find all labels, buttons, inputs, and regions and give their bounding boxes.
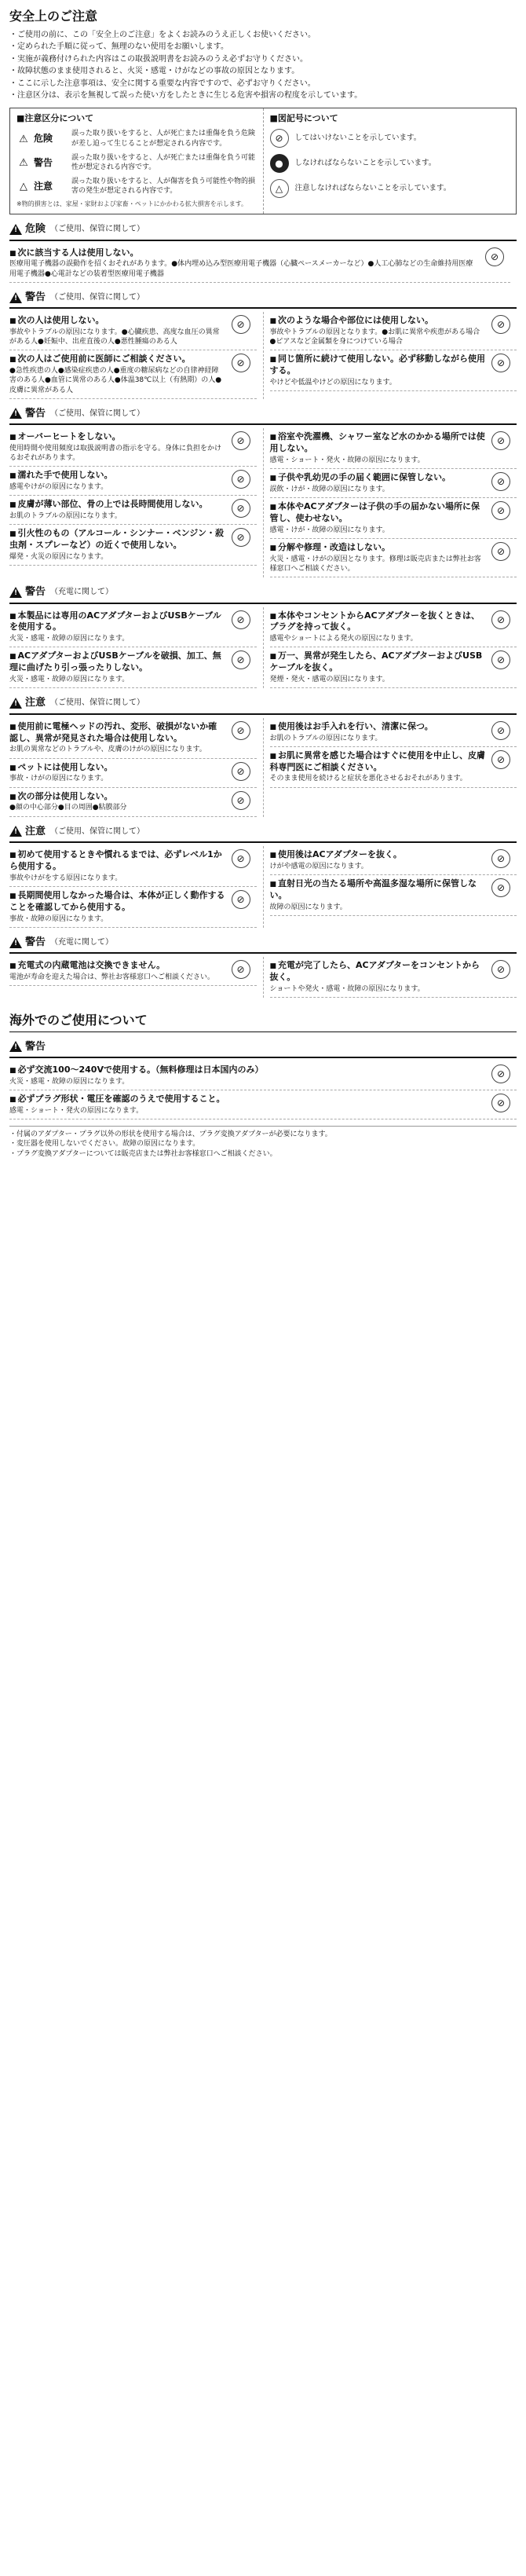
safety-page xyxy=(0,0,526,1159)
item-title: ■ 引火性のもの（アルコール・シンナー・ベンジン・殺虫剤・スプレーなど）の近くで使用しない。 xyxy=(9,528,225,551)
section-rule xyxy=(9,713,517,715)
item-detail: お肌のトラブルの原因になります。 xyxy=(9,512,122,521)
symbol-row xyxy=(270,129,510,148)
prohibition-icon xyxy=(225,528,257,547)
prohibition-icon xyxy=(225,849,257,868)
legend-levels-heading: ■注意区分について xyxy=(16,112,94,123)
legend-row xyxy=(16,177,257,196)
overseas-title: 海外でのご使用について xyxy=(9,1012,517,1032)
prohibition-icon xyxy=(485,960,517,979)
prohibition-mark-icon: ⊘ xyxy=(491,315,510,334)
section-col-left xyxy=(9,428,263,577)
section-col-right xyxy=(263,957,517,998)
item-detail: 事故・けがの原因になります。 xyxy=(9,775,108,783)
section-col-right xyxy=(263,846,517,928)
intro-item: ・ 実施が義務付けられた内容はこの取扱説明書をお読みのうえ必ずお守りください。 xyxy=(9,54,517,65)
section-heading xyxy=(9,696,517,710)
symbol-desc: してはいけないことを示しています。 xyxy=(294,134,422,143)
prohibition-icon xyxy=(485,354,517,372)
item-text xyxy=(9,470,225,492)
prohibition-icon xyxy=(225,354,257,372)
intro-item: ・ ここに示した注意事項は、安全に関する重要な内容ですので、必ずお守りください。 xyxy=(9,79,517,90)
safety-item xyxy=(9,467,257,496)
section-heading xyxy=(9,936,517,950)
footnote: ・ 付属のアダプター・プラグ以外の形状を使用する場合は、プラグ変換アダプターが必要になります。 xyxy=(9,1130,517,1139)
section-columns xyxy=(9,957,517,998)
item-title: ■ ACアダプターおよびUSBケーブルを破損、加工、無理に曲げたり引っ張ったりしない。 xyxy=(9,650,225,674)
safety-item xyxy=(9,957,257,986)
overseas-rule xyxy=(9,1057,517,1058)
page-title: 安全上のご注意 xyxy=(9,9,98,24)
safety-item xyxy=(9,846,257,887)
item-detail: そのまま使用を続けると症状を悪化させるおそれがあります。 xyxy=(269,775,467,783)
section-col-right xyxy=(263,428,517,577)
prohibition-icon xyxy=(225,431,257,450)
item-title: ■ 使用前に電極ヘッドの汚れ、変形、破損がないか確認し、異常が発見された場合は使用しない。 xyxy=(9,721,225,745)
prohibition-mark-icon: ⊘ xyxy=(232,890,250,909)
item-detail: 発煙・発火・感電の原因になります。 xyxy=(269,676,389,684)
section-heading xyxy=(9,291,517,305)
section-level: 危険 xyxy=(25,223,46,236)
prohibition-mark-icon: ⊘ xyxy=(491,354,510,372)
prohibition-mark-icon: ⊘ xyxy=(232,354,250,372)
item-title: ■ 本体やコンセントからACアダプターを抜くときは、プラグを持って抜く。 xyxy=(270,610,486,634)
prohibition-mark-icon: ⊘ xyxy=(232,849,250,868)
item-detail: 感電・ショート・発火・故障の原因になります。 xyxy=(269,456,425,464)
item-text xyxy=(9,721,225,755)
prohibition-icon xyxy=(485,501,517,520)
item-title: ■ 次のような場合や部位には使用しない。 xyxy=(270,315,486,327)
item-title: ■ 分解や修理・改造はしない。 xyxy=(270,542,486,554)
prohibition-icon xyxy=(225,470,257,489)
section-heading xyxy=(9,585,517,599)
symbol-icon: ⊘ xyxy=(270,129,289,148)
item-detail: 故障の原因になります。 xyxy=(269,903,347,911)
overseas-footnotes xyxy=(9,1126,517,1158)
safety-item xyxy=(270,312,517,350)
prohibition-icon xyxy=(485,431,517,450)
overseas-heading xyxy=(9,1040,517,1054)
prohibition-mark-icon: ⊘ xyxy=(232,470,250,489)
item-title: ■ 使用後はお手入れを行い、清潔に保つ。 xyxy=(270,721,486,733)
item-text xyxy=(9,1094,485,1116)
item-text xyxy=(9,247,479,279)
item-text xyxy=(9,499,225,521)
section-col-left xyxy=(9,718,263,817)
symbol-icon: ● xyxy=(270,154,289,173)
prohibition-icon xyxy=(485,1094,517,1112)
legend-term: 注意 xyxy=(34,181,53,192)
warning-triangle-icon xyxy=(9,292,22,303)
safety-item xyxy=(270,498,517,539)
legend-row xyxy=(16,129,257,148)
item-title: ■ 子供や乳幼児の手の届く範囲に保管しない。 xyxy=(270,472,486,484)
item-title: ■ 次の人は使用しない。 xyxy=(9,315,225,327)
item-text xyxy=(9,762,225,784)
item-detail: お肌のトラブルの原因になります。 xyxy=(269,734,382,742)
prohibition-mark-icon: ⊘ xyxy=(491,650,510,669)
item-title: ■ お肌に異常を感じた場合はすぐに使用を中止し、皮膚科専門医にご相談ください。 xyxy=(270,750,486,774)
item-text xyxy=(270,650,486,684)
warning-icon: ⚠ xyxy=(19,156,28,169)
warning-triangle-icon xyxy=(9,587,22,598)
intro-list xyxy=(9,30,517,101)
prohibition-icon xyxy=(485,1064,517,1083)
section-level: 警告 xyxy=(25,936,46,948)
section-columns xyxy=(9,607,517,689)
footnote: ・ 変圧器を使用しないでください。故障の原因になります。 xyxy=(9,1139,517,1149)
item-text xyxy=(270,472,486,494)
section-columns xyxy=(9,428,517,577)
safety-item xyxy=(9,350,257,398)
item-title: ■ 充電が完了したら、ACアダプターをコンセントから抜く。 xyxy=(270,960,486,984)
item-text xyxy=(270,878,486,912)
item-title: ■ 同じ箇所に続けて使用しない。必ず移動しながら使用する。 xyxy=(270,354,486,377)
prohibition-mark-icon: ⊘ xyxy=(491,878,510,897)
safety-item xyxy=(9,312,257,350)
prohibition-icon xyxy=(225,650,257,669)
item-detail: 火災・感電・故障の原因になります。 xyxy=(9,1078,130,1086)
safety-item xyxy=(270,747,517,788)
item-text xyxy=(9,791,225,813)
section-sub: （ご使用、保管に関して） xyxy=(50,225,145,234)
prohibition-mark-icon: ⊘ xyxy=(232,791,250,810)
safety-item xyxy=(9,759,257,788)
item-text xyxy=(9,650,225,684)
prohibition-icon xyxy=(485,721,517,740)
section-col-left xyxy=(9,846,263,928)
legend-term: 危険 xyxy=(34,133,53,145)
warning-triangle-icon xyxy=(9,224,22,235)
warning-triangle-icon xyxy=(9,937,22,948)
item-title: ■ 次の人はご使用前に医師にご相談ください。 xyxy=(9,354,225,365)
safety-item xyxy=(9,244,510,283)
symbol-icon: △ xyxy=(270,179,289,198)
warning-triangle-icon xyxy=(9,698,22,709)
intro-item: ・ 注意区分は、表示を無視して誤った使い方をしたときに生じる危害や損害の程度を示しています。 xyxy=(9,90,517,101)
intro-item: ・ ご使用の前に、この「安全上のご注意」をよくお読みのうえ正しくお使いください。 xyxy=(9,30,517,41)
legend-row xyxy=(16,153,257,172)
prohibition-mark-icon: ⊘ xyxy=(491,721,510,740)
item-detail: 爆発・火災の原因になります。 xyxy=(9,553,108,562)
item-text xyxy=(270,501,486,535)
item-text xyxy=(9,1064,485,1086)
warning-icon: △ xyxy=(20,181,27,193)
symbol-desc: 注意しなければならないことを示しています。 xyxy=(294,184,451,193)
item-text xyxy=(9,960,225,982)
prohibition-mark-icon: ⊘ xyxy=(491,431,510,450)
item-title: ■ 必ずプラグ形状・電圧を確認のうえで使用すること。 xyxy=(9,1094,485,1105)
item-title: ■ 必ず交流100～240Vで使用する。（無料修理は日本国内のみ） xyxy=(9,1064,485,1076)
safety-item xyxy=(9,788,257,817)
prohibition-mark-icon: ⊘ xyxy=(232,315,250,334)
legend-note: ※物的損害とは、家屋・家財および家畜・ペットにかかわる拡大損害を示します。 xyxy=(16,200,248,208)
item-title: ■ 次の部分は使用しない。 xyxy=(9,791,225,803)
item-title: ■ オーバーヒートをしない。 xyxy=(9,431,225,443)
legend-desc: 誤った取り扱いをすると、人が傷害を負う可能性や物的損害の発生が想定される内容です。 xyxy=(71,178,256,196)
item-detail: 事故やけがをする原因になります。 xyxy=(9,874,122,882)
warning-triangle-icon xyxy=(9,1041,22,1052)
section-sub: （ご使用、保管に関して） xyxy=(50,826,145,836)
section-rule xyxy=(9,307,517,309)
section-col-left xyxy=(9,957,263,998)
section-level: 注意 xyxy=(25,697,46,709)
section-sub: （充電に関して） xyxy=(50,937,114,947)
prohibition-mark-icon: ⊘ xyxy=(232,721,250,740)
prohibition-icon xyxy=(225,610,257,629)
legend-term: 警告 xyxy=(34,156,53,168)
item-title: ■ 直射日光の当たる場所や高温多湿な場所に保管しない。 xyxy=(270,878,486,902)
prohibition-mark-icon: ⊘ xyxy=(232,650,250,669)
safety-item xyxy=(270,846,517,875)
footnote: ・ プラグ変換アダプターについては販売店または弊社お客様窓口へご相談ください。 xyxy=(9,1149,517,1159)
item-text xyxy=(270,960,486,994)
prohibition-icon xyxy=(485,542,517,561)
legend-box xyxy=(9,108,517,214)
prohibition-mark-icon: ⊘ xyxy=(232,528,250,547)
item-title: ■ 充電式の内蔵電池は交換できません。 xyxy=(9,960,225,972)
item-text xyxy=(9,315,225,346)
item-title: ■ 次に該当する人は使用しない。 xyxy=(9,247,479,259)
section-col-left xyxy=(9,312,263,398)
section-rule xyxy=(9,240,517,241)
prohibition-icon xyxy=(485,750,517,769)
item-text xyxy=(270,431,486,465)
item-text xyxy=(270,750,486,784)
legend-symbols-heading: ■図記号について xyxy=(269,112,338,123)
section-col-right xyxy=(263,607,517,689)
item-text xyxy=(270,315,486,346)
prohibition-icon xyxy=(225,721,257,740)
legend-desc: 誤った取り扱いをすると、人が死亡または重傷を負う危険が差し迫って生じることが想定される内容です。 xyxy=(71,130,256,148)
item-detail: やけどや低温やけどの原因になります。 xyxy=(269,379,396,387)
item-detail: お肌の異常などのトラブルや、皮膚のけがの原因になります。 xyxy=(9,746,206,754)
item-detail: けがや感電の原因になります。 xyxy=(269,862,368,870)
prohibition-icon xyxy=(485,650,517,669)
item-detail: 火災・感電・故障の原因になります。 xyxy=(9,635,130,643)
item-title: ■ 本製品には専用のACアダプターおよびUSBケーブルを使用する。 xyxy=(9,610,225,634)
prohibition-icon xyxy=(225,762,257,781)
prohibition-mark-icon: ⊘ xyxy=(232,610,250,629)
prohibition-mark-icon: ⊘ xyxy=(491,849,510,868)
prohibition-icon xyxy=(225,315,257,334)
legend-levels xyxy=(10,108,263,214)
safety-item xyxy=(9,718,257,759)
section-columns xyxy=(9,244,517,283)
symbol-row xyxy=(270,179,510,198)
section-heading xyxy=(9,407,517,421)
overseas-level: 警告 xyxy=(25,1040,46,1053)
prohibition-icon xyxy=(485,610,517,629)
item-title: ■ 万一、異常が発生したら、ACアダプターおよびUSBケーブルを抜く。 xyxy=(270,650,486,674)
item-detail: 事故やトラブルの原因になります。●心臓疾患、高度な血圧の異常がある人●妊娠中、出産直後の人●悪性腫瘍のある人 xyxy=(9,328,220,346)
item-detail: 使用時間や使用頻度は取扱説明書の指示を守る。身体に負担をかけるおそれがあります。 xyxy=(9,445,222,463)
item-text xyxy=(9,354,225,394)
section-rule xyxy=(9,603,517,604)
prohibition-icon xyxy=(485,315,517,334)
section-level: 警告 xyxy=(25,407,46,420)
item-text xyxy=(9,890,225,924)
item-detail: 感電やけがの原因になります。 xyxy=(9,483,108,492)
item-detail: 誤飲・けが・故障の原因になります。 xyxy=(269,485,389,493)
item-text xyxy=(270,721,486,743)
item-text xyxy=(9,610,225,644)
safety-item xyxy=(270,957,517,998)
item-text xyxy=(9,528,225,562)
safety-item xyxy=(270,718,517,747)
item-detail: 火災・感電・故障の原因になります。 xyxy=(9,676,130,684)
item-detail: 医療用電子機器の誤動作を招くおそれがあります。●体内埋め込み型医療用電子機器（心臓ペースメーカーなど）●人工心肺などの生命維持用医療用電子機器●心電計などの装着型医療用電子機器 xyxy=(9,260,473,278)
safety-item xyxy=(270,428,517,469)
symbol-row xyxy=(270,154,510,173)
safety-item xyxy=(270,350,517,391)
warning-triangle-icon xyxy=(9,408,22,419)
safety-item xyxy=(270,607,517,648)
item-text xyxy=(270,610,486,644)
legend-symbols xyxy=(263,108,517,214)
section-sub: （ご使用、保管に関して） xyxy=(50,698,145,708)
prohibition-mark-icon: ⊘ xyxy=(232,431,250,450)
section-heading xyxy=(9,222,517,236)
legend-desc: 誤った取り扱いをすると、人が死亡または重傷を負う可能性が想定される内容です。 xyxy=(71,153,256,171)
item-title: ■ 本体やACアダプターは子供の手の届かない場所に保管し、使わせない。 xyxy=(270,501,486,525)
prohibition-mark-icon: ⊘ xyxy=(491,1064,510,1083)
prohibition-icon xyxy=(479,247,510,266)
prohibition-mark-icon: ⊘ xyxy=(485,247,504,266)
intro-item: ・ 定められた手順に従って、無理のない使用をお願いします。 xyxy=(9,42,517,53)
section-col-right xyxy=(263,312,517,398)
prohibition-icon xyxy=(225,791,257,810)
section-col-left xyxy=(9,607,263,689)
safety-item xyxy=(270,539,517,577)
item-detail: 事故やトラブルの原因となります。●お肌に異常や疾患がある場合●ピアスなど金属類を身につけている場合 xyxy=(269,328,480,346)
item-text xyxy=(270,542,486,573)
section-col-left xyxy=(9,244,517,283)
prohibition-mark-icon: ⊘ xyxy=(491,750,510,769)
prohibition-mark-icon: ⊘ xyxy=(491,542,510,561)
item-detail: 電池が寿命を迎えた場合は、弊社お客様窓口へご相談ください。 xyxy=(9,973,215,982)
warning-icon: ⚠ xyxy=(19,133,28,145)
item-detail: ●急性疾患の人●感染症疾患の人●重度の糖尿病などの自律神経障害のある人●血管に異常のある人●体温38℃以上（有熱期）の人●皮膚に異常がある人 xyxy=(9,367,222,394)
section-rule xyxy=(9,952,517,954)
section-sub: （ご使用、保管に関して） xyxy=(50,409,145,418)
safety-item xyxy=(270,469,517,498)
prohibition-mark-icon: ⊘ xyxy=(232,499,250,518)
section-col-right xyxy=(263,718,517,817)
safety-item xyxy=(9,428,257,467)
item-text xyxy=(270,849,486,871)
item-title: ■ 長期間使用しなかった場合は、本体が正しく動作することを確認してから使用する。 xyxy=(9,890,225,914)
item-detail: 感電・ショート・発火の原因になります。 xyxy=(9,1107,144,1116)
item-text xyxy=(270,354,486,387)
safety-item xyxy=(9,1061,517,1090)
prohibition-icon xyxy=(485,878,517,897)
safety-item xyxy=(9,525,257,566)
section-columns xyxy=(9,312,517,398)
item-title: ■ 皮膚が薄い部位、骨の上では長時間使用しない。 xyxy=(9,499,225,511)
intro-item: ・ 故障状態のまま使用されると、火災・感電・けがなどの事故の原因となります。 xyxy=(9,66,517,77)
safety-item xyxy=(9,607,257,648)
item-title: ■ 初めて使用するときや慣れるまでは、必ずレベル1から使用する。 xyxy=(9,849,225,873)
section-level: 注意 xyxy=(25,825,46,837)
safety-item xyxy=(9,496,257,525)
section-sub: （充電に関して） xyxy=(50,588,114,597)
symbol-desc: しなければならないことを示しています。 xyxy=(294,159,437,168)
item-detail: ●顔の中心部分●目の周囲●粘膜部分 xyxy=(9,804,127,812)
prohibition-icon xyxy=(485,849,517,868)
item-text xyxy=(9,849,225,883)
prohibition-mark-icon: ⊘ xyxy=(491,610,510,629)
item-title: ■ 濡れた手で使用しない。 xyxy=(9,470,225,482)
safety-item xyxy=(270,875,517,916)
item-title: ■ 使用後はACアダプターを抜く。 xyxy=(270,849,486,861)
section-sub: （ご使用、保管に関して） xyxy=(50,292,145,302)
section-level: 警告 xyxy=(25,586,46,598)
prohibition-mark-icon: ⊘ xyxy=(491,960,510,979)
safety-item xyxy=(270,647,517,688)
item-detail: 火災・感電・けがの原因となります。修理は販売店または弊社お客様窓口へご相談ください。 xyxy=(269,555,481,573)
prohibition-icon xyxy=(225,499,257,518)
item-detail: 感電やショートによる発火の原因になります。 xyxy=(269,635,418,643)
item-detail: ショートや発火・感電・故障の原因になります。 xyxy=(269,984,425,993)
item-title: ■ 浴室や洗濯機、シャワー室など水のかかる場所では使用しない。 xyxy=(270,431,486,455)
safety-item xyxy=(9,1090,517,1119)
section-level: 警告 xyxy=(25,291,46,303)
item-title: ■ ペットには使用しない。 xyxy=(9,762,225,774)
prohibition-mark-icon: ⊘ xyxy=(491,1094,510,1112)
warning-triangle-icon xyxy=(9,826,22,837)
prohibition-icon xyxy=(485,472,517,491)
item-detail: 感電・けが・故障の原因になります。 xyxy=(269,526,389,534)
prohibition-mark-icon: ⊘ xyxy=(491,472,510,491)
prohibition-icon xyxy=(225,960,257,979)
prohibition-mark-icon: ⊘ xyxy=(491,501,510,520)
safety-item xyxy=(9,887,257,928)
section-columns xyxy=(9,718,517,817)
section-columns xyxy=(9,846,517,928)
section-rule xyxy=(9,423,517,425)
prohibition-mark-icon: ⊘ xyxy=(232,762,250,781)
prohibition-icon xyxy=(225,890,257,909)
section-rule xyxy=(9,841,517,843)
section-heading xyxy=(9,825,517,839)
item-detail: 事故・故障の原因になります。 xyxy=(9,914,108,923)
safety-item xyxy=(9,647,257,688)
item-text xyxy=(9,431,225,463)
prohibition-mark-icon: ⊘ xyxy=(232,960,250,979)
